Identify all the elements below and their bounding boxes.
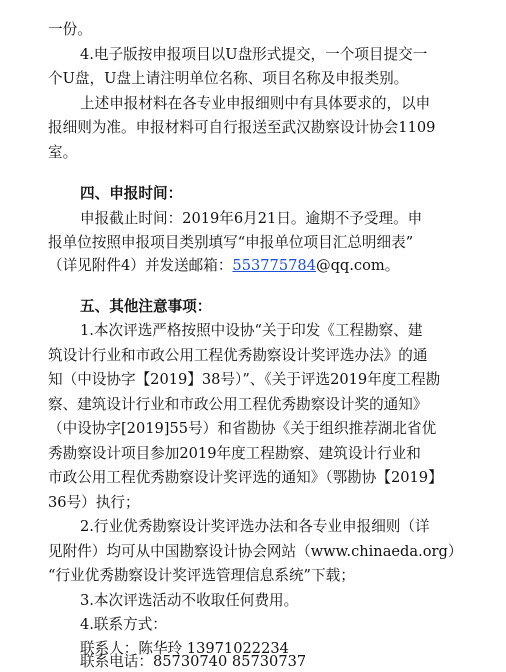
text-line: 一份。 — [48, 21, 92, 38]
text-line: 4.联系方式： — [80, 616, 167, 633]
text-line: 见附件）均可从中国勘察设计协会网站（www.chinaeda.org） — [48, 543, 463, 560]
text-line: 察、建筑设计行业和市政公用工程优秀勘察设计奖的通知》 — [48, 396, 428, 413]
text-line: 报单位按照申报项目类别填写“申报单位项目汇总明细表” — [48, 234, 414, 251]
text-line: 1.本次评选严格按照中设协“关于印发《工程勘察、建 — [80, 322, 423, 339]
email-link[interactable]: 553775784 — [232, 257, 316, 274]
email-line-prefix: （详见附件4）并发送邮箱： — [48, 257, 233, 274]
contact-person: 联系人：陈华玲 13971022234 — [80, 640, 289, 657]
text-line: “行业优秀勘察设计奖评选管理信息系统”下载； — [48, 567, 355, 584]
text-line: 市政公用工程优秀勘察设计奖评选的通知》（鄂勘协【2019】 — [48, 469, 443, 486]
text-line: 申报截止时间：2019年6月21日。逾期不予受理。申 — [80, 210, 423, 227]
text-line: 筑设计行业和市政公用工程优秀勘察设计奖评选办法》的通 — [48, 347, 428, 364]
text-line: 个U盘，U盘上请注明单位名称、项目名称及申报类别。 — [48, 70, 409, 87]
section-heading: 四、申报时间： — [80, 185, 183, 202]
text-line: 2.行业优秀勘察设计奖评选办法和各专业申报细则（详 — [80, 518, 430, 535]
contact-phone: 联系电话：85730740 85730737 — [80, 653, 307, 670]
section-heading: 五、其他注意事项： — [80, 298, 212, 315]
text-line: 知（中设协字【2019】38号）”、《关于评选2019年度工程勘 — [48, 371, 441, 388]
text-line: 36号）执行； — [48, 494, 140, 511]
text-line: 报细则为准。申报材料可自行报送至武汉勘察设计协会1109 — [48, 119, 436, 136]
text-line: 室。 — [48, 144, 78, 161]
text-line: 3.本次评选活动不收取任何费用。 — [80, 592, 299, 609]
text-line: 4.电子版按申报项目以U盘形式提交，一个项目提交一 — [80, 46, 428, 63]
text-line: （中设协字[2019]55号）和省勘协《关于组织推荐湖北省优 — [48, 420, 437, 437]
text-line: 上述申报材料在各专业申报细则中有具体要求的，以申 — [80, 95, 431, 112]
email-line — [48, 256, 506, 276]
email-line-suffix: @qq.com。 — [316, 257, 400, 274]
text-line: 秀勘察设计项目参加2019年度工程勘察、建筑设计行业和 — [48, 445, 421, 462]
